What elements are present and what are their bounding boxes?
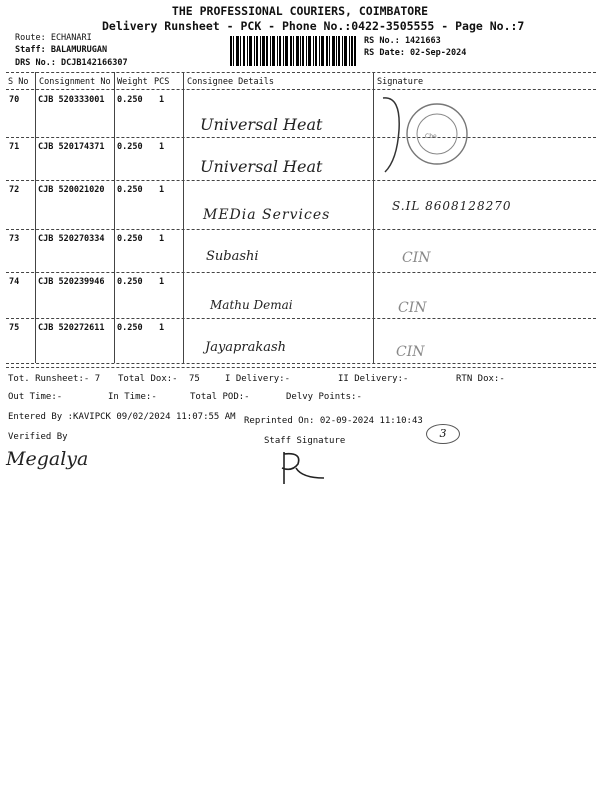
- svg-text:Cbe: Cbe: [425, 133, 437, 140]
- row-divider: [6, 180, 596, 181]
- row-sno: 72: [9, 185, 20, 195]
- row-sno: 71: [9, 142, 20, 152]
- row-consignment: CJB 520174371: [38, 142, 105, 152]
- column-header: PCS: [154, 77, 170, 87]
- total-dox-label: Total Dox:-: [118, 374, 178, 384]
- row-pcs: 1: [159, 277, 165, 287]
- row-divider: [6, 229, 596, 230]
- table-bottom-rule: [6, 363, 596, 364]
- barcode: [230, 36, 356, 66]
- company-title: THE PROFESSIONAL COURIERS, COIMBATORE: [171, 4, 429, 18]
- row-signature: CIN: [402, 250, 431, 266]
- route-label: Route: ECHANARI: [15, 33, 92, 43]
- verified-signature: Megalya: [6, 448, 89, 470]
- entered-by: Entered By :KAVIPCK 09/02/2024 11:07:55 AM: [8, 412, 236, 422]
- row-consignee: Jayaprakash: [205, 340, 287, 355]
- row-weight: 0.250: [117, 277, 143, 287]
- total-dox-value: 75: [189, 374, 200, 384]
- row-signature: CIN: [398, 300, 427, 316]
- row-pcs: 1: [159, 234, 165, 244]
- row-consignment: CJB 520021020: [38, 185, 105, 195]
- row-signature: CIN: [396, 344, 425, 360]
- row-divider: [6, 272, 596, 273]
- tot-runsheet: Tot. Runsheet:- 7: [8, 374, 101, 384]
- row-divider: [6, 318, 596, 319]
- reprinted-on: Reprinted On: 02-09-2024 11:10:43: [244, 416, 423, 426]
- column-header: Consignment No: [39, 77, 111, 87]
- row-pcs: 1: [159, 185, 165, 195]
- col-divider: [373, 72, 374, 363]
- row-consignment: CJB 520239946: [38, 277, 105, 287]
- staff-signature-scribble: [272, 448, 332, 488]
- row-sno: 73: [9, 234, 20, 244]
- column-header: Weight: [117, 77, 148, 87]
- column-header: Consignee Details: [187, 77, 274, 87]
- out-time: Out Time:-: [8, 392, 63, 402]
- runsheet-title: Delivery Runsheet - PCK - Phone No.:0422-3505555 - Page No.:7: [102, 19, 525, 33]
- row-pcs: 1: [159, 323, 165, 333]
- ii-delivery: II Delivery:-: [338, 374, 409, 384]
- row-signature: S.IL 8608128270: [392, 199, 512, 213]
- row-weight: 0.250: [117, 323, 143, 333]
- row-pcs: 1: [159, 142, 165, 152]
- col-divider: [35, 72, 36, 363]
- row-sno: 74: [9, 277, 20, 287]
- in-time: In Time:-: [108, 392, 157, 402]
- rs-date: RS Date: 02-Sep-2024: [364, 48, 467, 58]
- row-weight: 0.250: [117, 142, 143, 152]
- drs-number: DRS No.: DCJB142166307: [15, 58, 128, 68]
- row-pcs: 1: [159, 95, 165, 105]
- delvy-points: Delvy Points:-: [286, 392, 362, 402]
- row-weight: 0.250: [117, 185, 143, 195]
- table-bottom-rule: [6, 367, 596, 368]
- row-divider: [6, 137, 596, 138]
- row-sno: 70: [9, 95, 20, 105]
- rtn-dox: RTN Dox:-: [456, 374, 505, 384]
- verified-by-label: Verified By: [8, 432, 68, 442]
- row-consignment: CJB 520270334: [38, 234, 105, 244]
- circled-mark: 3: [426, 424, 460, 444]
- staff-signature-label: Staff Signature: [264, 436, 346, 446]
- row-consignee: Subashi: [206, 249, 259, 264]
- row-consignee: Universal Heat: [200, 157, 323, 176]
- row-consignee: Universal Heat: [200, 115, 323, 134]
- column-header: S No: [8, 77, 29, 87]
- column-header: Signature: [377, 77, 424, 87]
- row-consignment: CJB 520333001: [38, 95, 105, 105]
- col-divider: [114, 72, 115, 363]
- row-consignment: CJB 520272611: [38, 323, 105, 333]
- row-consignee: MEDia Services: [203, 207, 331, 223]
- row-weight: 0.250: [117, 95, 143, 105]
- row-consignee: Mathu Demai: [210, 298, 293, 312]
- table-header-rule: [6, 89, 596, 90]
- col-divider: [183, 72, 184, 363]
- company-stamp: [375, 90, 485, 180]
- row-weight: 0.250: [117, 234, 143, 244]
- row-sno: 75: [9, 323, 20, 333]
- table-top-rule: [6, 72, 596, 73]
- rs-number: RS No.: 1421663: [364, 36, 441, 46]
- i-delivery: I Delivery:-: [225, 374, 291, 384]
- staff-label: Staff: BALAMURUGAN: [15, 45, 108, 55]
- total-pod: Total POD:-: [190, 392, 250, 402]
